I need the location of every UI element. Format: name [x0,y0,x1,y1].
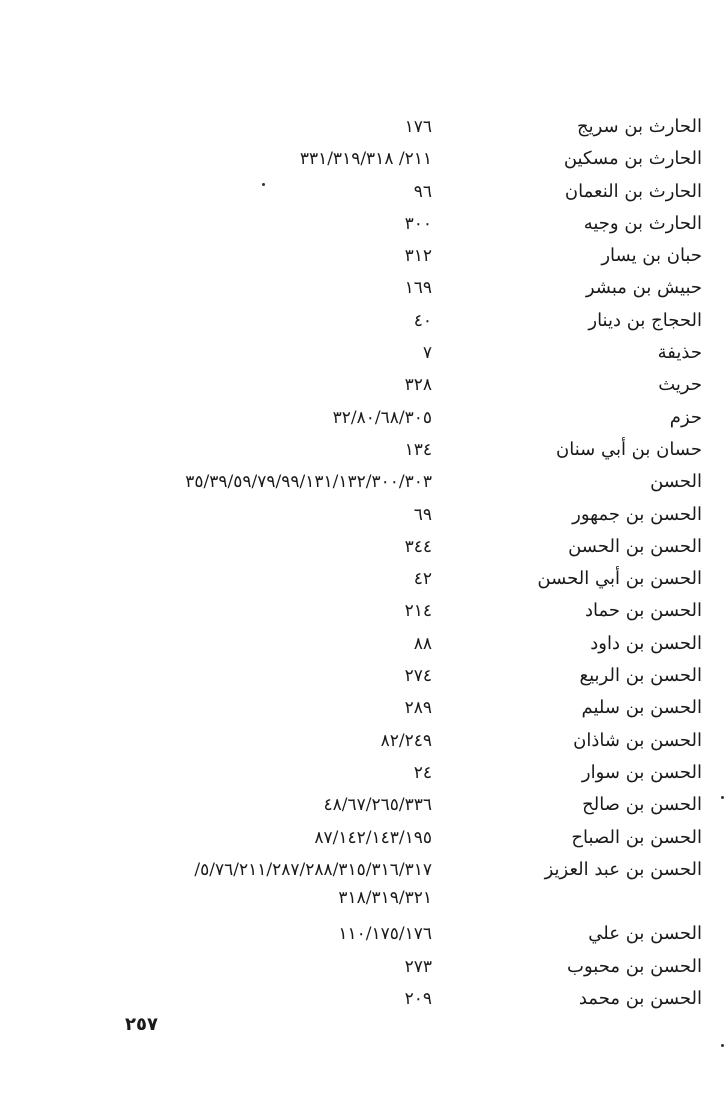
entry-name: الحجاج بن دينار [588,309,702,331]
entry-name: الحسن بن الربيع [579,665,702,687]
index-entry [0,337,726,369]
entry-pages: ٢٠٩ [404,989,432,1010]
index-entry [0,692,726,724]
entry-pages: ٤٢ [413,569,432,590]
entry-name: الحسن بن صالح [582,794,702,816]
entry-pages: ٣٢٨ [404,375,432,396]
entry-pages: ٤٠ [413,310,432,331]
entry-name: الحسن بن داود [590,632,702,654]
entry-name: حذيفة [657,342,702,364]
index-entry [0,176,726,208]
entry-pages: ٣٠٠ [404,213,432,234]
entry-name: الحسن بن الصباح [571,826,702,848]
index-entry [0,854,726,919]
entry-name: الحسن بن الحسن [568,535,702,557]
index-entry [0,983,726,1015]
entry-name: الحسن بن جمهور [572,503,702,525]
index-entry [0,531,726,563]
entry-pages: ٢١١/ ٣٣١/٣١٩/٣١٨ [299,149,432,170]
entry-pages: ٢٤ [413,762,432,783]
scan-speck [721,796,724,799]
index-entry [0,660,726,692]
entry-name: حريث [658,374,702,396]
entry-name: الحسن بن عبد العزيز [544,858,702,880]
entry-name: الحسن بن حماد [584,600,702,622]
index-entry [0,563,726,595]
index-list [0,111,726,1015]
entry-pages: ٢٧٣ [404,956,432,977]
index-entry [0,789,726,821]
entry-name: حزم [669,406,702,428]
page-number: ٢٥٧ [125,1014,158,1035]
index-entry [0,208,726,240]
entry-name: حسان بن أبي سنان [556,438,702,460]
index-entry [0,434,726,466]
index-entry [0,595,726,627]
entry-name: الحسن بن شاذان [573,729,702,751]
entry-pages: ٨٧/١٤٢/١٤٣/١٩٥ [314,827,432,848]
index-entry [0,499,726,531]
entry-name: الحسن [650,471,702,493]
entry-pages: ٤٨/٦٧/٢٦٥/٣٣٦ [323,795,432,816]
index-entry [0,822,726,854]
entry-pages: ٣٢/٨٠/٦٨/٣٠٥ [332,407,432,428]
entry-pages: ١٦٩ [404,278,432,299]
scan-speck [721,1044,724,1047]
index-entry [0,272,726,304]
index-entry [0,757,726,789]
entry-pages: ٧ [422,343,432,364]
entry-pages: ٨٢/٢٤٩ [380,730,432,751]
entry-pages: ٦٩ [413,504,432,525]
entry-name: الحسن بن سوار [581,761,702,783]
entry-pages: ٣٤٤ [404,536,432,557]
entry-name: الحارث بن النعمان [564,180,702,202]
index-entry [0,466,726,498]
entry-name: الحارث بن مسكين [563,148,702,170]
entry-name: حبيش بن مبشر [585,277,702,299]
entry-name: الحسن بن أبي الحسن [537,568,702,590]
entry-pages: ٥/٧٦/٢١١/٢٨٧/٢٨٨/٣١٥/٣١٦/٣١٧/ ٣١٨/٣١٩/٣٢١ [194,859,432,908]
entry-name: الحسن بن محبوب [567,955,702,977]
index-entry [0,402,726,434]
index-entry [0,369,726,401]
entry-pages: ٩٦ [413,181,432,202]
entry-pages: ١٣٤ [404,439,432,460]
entry-pages: ٢١٤ [404,601,432,622]
entry-pages: ١١٠/١٧٥/١٧٦ [338,924,432,945]
entry-pages: ٨٨ [413,633,432,654]
index-entry [0,305,726,337]
index-entry [0,918,726,950]
index-entry [0,951,726,983]
entry-name: الحسن بن محمد [578,988,702,1010]
entry-pages: ٣٥/٣٩/٥٩/٧٩/٩٩/١٣١/١٣٢/٣٠٠/٣٠٣ [185,472,432,493]
entry-name: الحسن بن علي [588,923,702,945]
index-entry [0,628,726,660]
scan-speck [262,183,265,186]
entry-pages: ٣١٢ [404,246,432,267]
entry-name: حبان بن يسار [601,245,702,267]
index-entry [0,111,726,143]
index-entry [0,725,726,757]
entry-pages: ٢٨٩ [404,698,432,719]
entry-name: الحسن بن سليم [581,697,702,719]
index-entry [0,143,726,175]
entry-pages: ١٧٦ [404,117,432,137]
entry-name: الحارث بن سريج [576,116,702,137]
entry-pages: ٢٧٤ [404,666,432,687]
entry-name: الحارث بن وجيه [583,212,702,234]
index-entry [0,240,726,272]
